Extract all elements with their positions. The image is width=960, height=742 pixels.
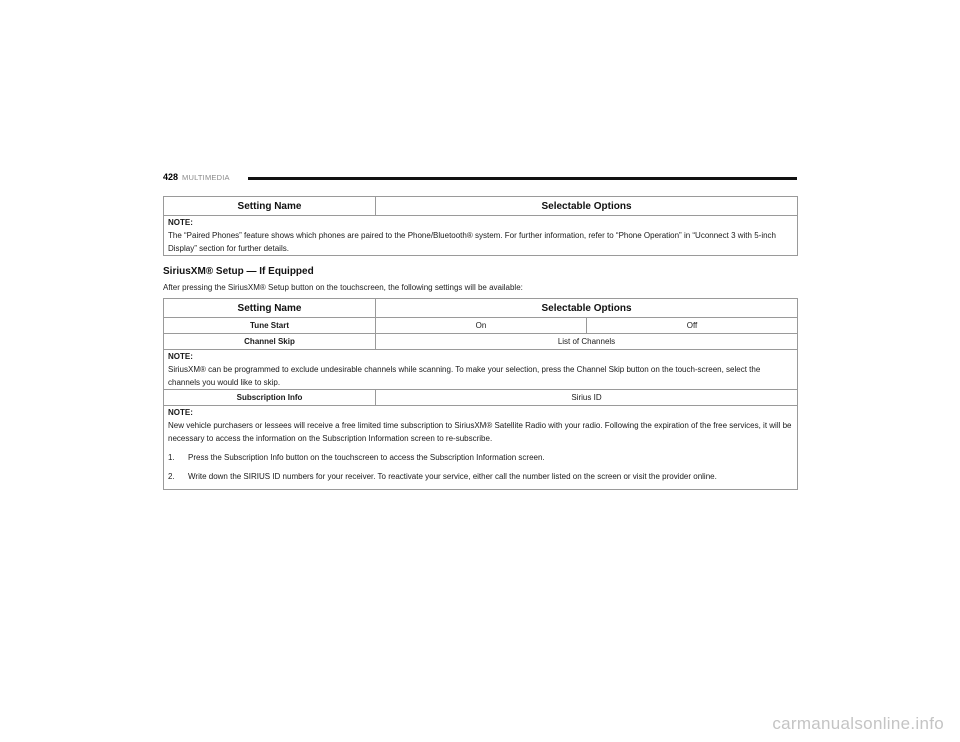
- column-header-selectable-options: Selectable Options: [376, 299, 798, 318]
- table-header-row: [164, 197, 798, 216]
- note-label: NOTE:: [168, 352, 193, 361]
- siriusxm-intro-text: After pressing the SiriusXM® Setup button on the touchscreen, the following settings will be available:: [163, 283, 523, 292]
- list-item: [168, 451, 793, 464]
- step-number: 1.: [168, 453, 175, 462]
- step-text: Press the Subscription Info button on the touchscreen to access the Subscription Information screen.: [188, 453, 545, 462]
- tune-start-option-on: On: [376, 318, 587, 334]
- paired-phones-note: [164, 216, 798, 256]
- note-text: SiriusXM® can be programmed to exclude undesirable channels while scanning. To make your selection, press the Channel Skip button on the touch-screen, select the channels you would like to skip.: [168, 365, 761, 387]
- step-number: 2.: [168, 472, 175, 481]
- table-row-subscription-info: [164, 390, 798, 406]
- note-text: The “Paired Phones” feature shows which phones are paired to the Phone/Bluetooth® system. For further information, refer to “Phone Operation” in “Uconnect 3 with 5-inch Display” section for further details.: [168, 231, 776, 253]
- page-header: [163, 172, 797, 186]
- column-header-setting-name: Setting Name: [164, 299, 376, 318]
- table-header-row: [164, 299, 798, 318]
- column-header-setting-name: Setting Name: [164, 197, 376, 216]
- note-text: New vehicle purchasers or lessees will receive a free limited time subscription to SiriusXM® Satellite Radio with your radio. Following the expiration of the free services, it will be necessary to access the information on the Subscription Information screen to re-subscribe.: [168, 421, 792, 443]
- subscription-info-label: Subscription Info: [164, 390, 376, 406]
- tune-start-label: Tune Start: [164, 318, 376, 334]
- page-number: 428: [163, 172, 179, 182]
- subscription-steps-list: [168, 451, 793, 483]
- header-rule: [248, 177, 797, 180]
- note-row: [164, 350, 798, 390]
- note-row: [164, 406, 798, 490]
- watermark: carmanualsonline.info: [772, 714, 944, 733]
- column-header-selectable-options: Selectable Options: [376, 197, 798, 216]
- note-label: NOTE:: [168, 408, 193, 417]
- step-text: Write down the SIRIUS ID numbers for your receiver. To reactivate your service, either call the number listed on the screen or visit the provider online.: [188, 472, 717, 481]
- table-row-channel-skip: [164, 334, 798, 350]
- siriusxm-settings-table: [163, 298, 798, 490]
- subscription-note: [164, 406, 798, 490]
- section-title: MULTIMEDIA: [182, 173, 230, 182]
- siriusxm-setup-heading: SiriusXM® Setup — If Equipped: [163, 266, 314, 277]
- table-row-tune-start: [164, 318, 798, 334]
- channel-skip-label: Channel Skip: [164, 334, 376, 350]
- list-item: [168, 470, 793, 483]
- settings-table-continued: [163, 196, 798, 256]
- note-row: [164, 216, 798, 256]
- tune-start-option-off: Off: [587, 318, 798, 334]
- channel-skip-note: [164, 350, 798, 390]
- subscription-info-value: Sirius ID: [376, 390, 798, 406]
- channel-skip-value: List of Channels: [376, 334, 798, 350]
- note-label: NOTE:: [168, 218, 193, 227]
